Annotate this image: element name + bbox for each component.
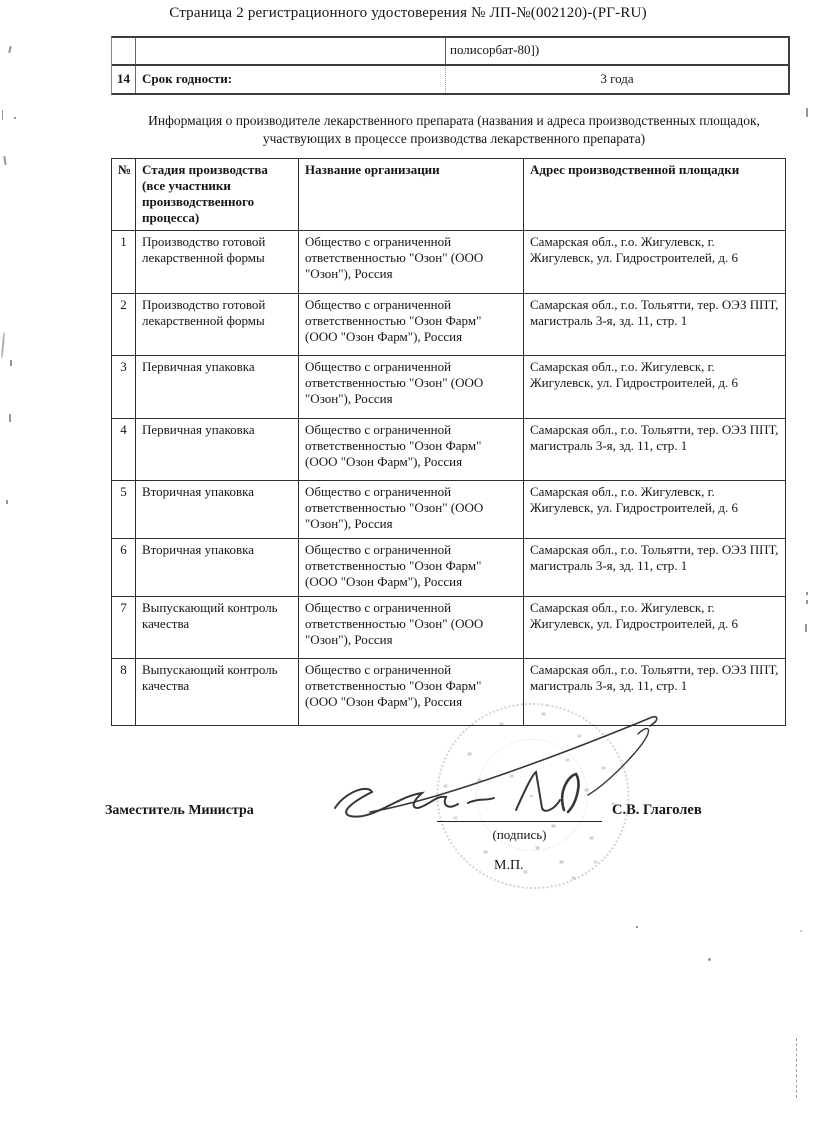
scan-artifact (806, 108, 808, 117)
row-num: 6 (112, 539, 136, 597)
org-cell: Общество с ограниченной ответственностью "Озон Фарм" (ООО "Озон Фарм"), Россия (299, 294, 524, 356)
table-row (112, 597, 786, 659)
scan-artifact (8, 46, 12, 53)
row-num: 7 (112, 597, 136, 659)
continuation-text: полисорбат-80]) (445, 38, 788, 64)
col-header-stage: Стадия производства (все участники производственного процесса) (136, 159, 299, 231)
scan-artifact (2, 110, 3, 120)
address-cell: Самарская обл., г.о. Жигулевск, г. Жигулевск, ул. Гидростроителей, д. 6 (524, 481, 786, 539)
scan-artifact (6, 500, 8, 504)
stage-cell: Вторичная упаковка (136, 539, 299, 597)
row-num: 8 (112, 659, 136, 726)
row-num: 1 (112, 231, 136, 294)
org-cell: Общество с ограниченной ответственностью "Озон" (ООО "Озон"), Россия (299, 231, 524, 294)
page-title: Страница 2 регистрационного удостоверения № ЛП-№(002120)-(РГ-RU) (169, 5, 647, 21)
scan-artifact (805, 624, 807, 632)
signer-position-title: Заместитель Министра (105, 803, 254, 818)
scan-artifact (806, 600, 808, 604)
table-row (112, 481, 786, 539)
manufacturer-info-paragraph: Информация о производителе лекарственного препарата (названия и адреса производственных площадок, участвующих в процессе производства лекарственного препарата) (148, 113, 760, 146)
table-row (112, 294, 786, 356)
scan-artifact (1, 332, 5, 358)
scan-artifact (14, 117, 16, 119)
table-row (112, 356, 786, 419)
signer-name: С.В. Глаголев (612, 802, 702, 818)
stage-cell: Вторичная упаковка (136, 481, 299, 539)
org-cell: Общество с ограниченной ответственностью "Озон Фарм" (ООО "Озон Фарм"), Россия (299, 419, 524, 481)
header-row (112, 159, 786, 231)
address-cell: Самарская обл., г.о. Жигулевск, г. Жигулевск, ул. Гидростроителей, д. 6 (524, 597, 786, 659)
table-row (112, 539, 786, 597)
signature-line (437, 821, 602, 822)
empty-cell (136, 38, 445, 64)
col-header-num: № (112, 159, 136, 231)
table-row (112, 38, 788, 66)
scan-artifact (10, 360, 12, 366)
address-cell: Самарская обл., г.о. Тольятти, тер. ОЭЗ ППТ, магистраль 3-я, зд. 11, стр. 1 (524, 294, 786, 356)
scan-artifact (9, 414, 11, 422)
org-cell: Общество с ограниченной ответственностью "Озон" (ООО "Озон"), Россия (299, 597, 524, 659)
table-row (112, 66, 788, 93)
row-num: 5 (112, 481, 136, 539)
stage-cell: Первичная упаковка (136, 356, 299, 419)
address-cell: Самарская обл., г.о. Жигулевск, г. Жигулевск, ул. Гидростроителей, д. 6 (524, 231, 786, 294)
stage-cell: Выпускающий контроль качества (136, 659, 299, 726)
stage-cell: Первичная упаковка (136, 419, 299, 481)
row-num: 3 (112, 356, 136, 419)
org-cell: Общество с ограниченной ответственностью "Озон Фарм" (ООО "Озон Фарм"), Россия (299, 539, 524, 597)
address-cell: Самарская обл., г.о. Тольятти, тер. ОЭЗ ППТ, магистраль 3-я, зд. 11, стр. 1 (524, 659, 786, 726)
stage-cell: Производство готовой лекарственной формы (136, 294, 299, 356)
shelf-life-value: 3 года (445, 66, 788, 93)
scan-artifact (708, 958, 711, 961)
table-row (112, 231, 786, 294)
row-num-cell (112, 38, 136, 64)
scan-artifact (3, 156, 6, 165)
shelf-life-label: Срок годности: (142, 71, 233, 86)
col-header-org: Название организации (299, 159, 524, 231)
row-num: 4 (112, 419, 136, 481)
org-cell: Общество с ограниченной ответственностью "Озон Фарм" (ООО "Озон Фарм"), Россия (299, 659, 524, 726)
row-num: 2 (112, 294, 136, 356)
row-num-cell: 14 (112, 66, 136, 93)
table-row (112, 419, 786, 481)
address-cell: Самарская обл., г.о. Тольятти, тер. ОЭЗ ППТ, магистраль 3-я, зд. 11, стр. 1 (524, 419, 786, 481)
col-header-address: Адрес производственной площадки (524, 159, 786, 231)
stamp-placeholder-label: М.П. (494, 858, 524, 873)
org-cell: Общество с ограниченной ответственностью "Озон" (ООО "Озон"), Россия (299, 481, 524, 539)
continuation-table (111, 36, 790, 95)
address-cell: Самарская обл., г.о. Жигулевск, г. Жигулевск, ул. Гидростроителей, д. 6 (524, 356, 786, 419)
signature-caption: (подпись) (492, 827, 547, 842)
scan-artifact (796, 1038, 797, 1098)
manufacturers-table (111, 158, 786, 726)
scan-artifact (800, 930, 802, 932)
scan-artifact (636, 926, 638, 928)
stage-cell: Выпускающий контроль качества (136, 597, 299, 659)
org-cell: Общество с ограниченной ответственностью "Озон" (ООО "Озон"), Россия (299, 356, 524, 419)
scan-artifact (806, 592, 808, 595)
stage-cell: Производство готовой лекарственной формы (136, 231, 299, 294)
address-cell: Самарская обл., г.о. Тольятти, тер. ОЭЗ ППТ, магистраль 3-я, зд. 11, стр. 1 (524, 539, 786, 597)
